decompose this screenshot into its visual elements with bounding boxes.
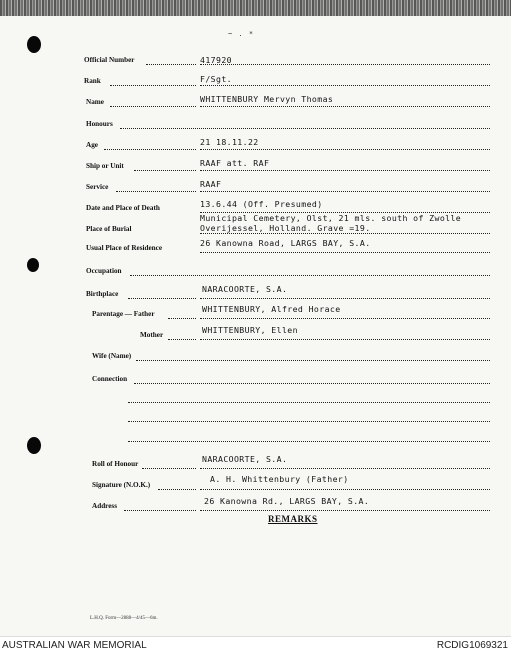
value-signature-nok: A. H. Whittenbury (Father) bbox=[210, 474, 349, 484]
footer-record-id: RCDIG1069321 bbox=[436, 640, 508, 651]
label-parentage-father: Parentage — Father bbox=[92, 310, 155, 318]
label-mother: Mother bbox=[140, 331, 164, 339]
label-birthplace: Birthplace bbox=[86, 290, 119, 298]
dotted-line bbox=[200, 468, 490, 469]
binder-hole bbox=[27, 437, 41, 454]
dotted-line bbox=[168, 339, 196, 340]
label-signature-nok: Signature (N.O.K.) bbox=[92, 481, 151, 489]
value-service: RAAF bbox=[200, 179, 222, 189]
header-mark: ~ . * bbox=[228, 30, 255, 38]
value-ship-or-unit: RAAF att. RAF bbox=[200, 158, 270, 168]
remarks-heading: REMARKS bbox=[268, 514, 318, 524]
label-occupation: Occupation bbox=[86, 267, 122, 275]
value-age: 21 18.11.22 bbox=[200, 137, 259, 147]
label-date-place-death: Date and Place of Death bbox=[86, 204, 160, 212]
dotted-line bbox=[110, 85, 196, 86]
dotted-line bbox=[200, 318, 490, 319]
dotted-line bbox=[200, 233, 490, 234]
value-usual-residence: 26 Kanowna Road, LARGS BAY, S.A. bbox=[200, 238, 371, 248]
label-official-number: Official Number bbox=[84, 56, 135, 64]
dotted-line bbox=[128, 421, 490, 422]
label-ship-or-unit: Ship or Unit bbox=[86, 162, 124, 170]
value-place-of-burial-line2: Overijessel, Holland. Grave =19. bbox=[200, 223, 371, 233]
dotted-line bbox=[200, 106, 490, 107]
footer-source: AUSTRALIAN WAR MEMORIAL bbox=[2, 640, 147, 651]
value-address: 26 Kanowna Rd., LARGS BAY, S.A. bbox=[204, 496, 370, 506]
form-code: L.H.Q. Form—2888—4/45—6m. bbox=[90, 616, 158, 621]
dotted-line bbox=[124, 510, 196, 511]
scanned-top-edge bbox=[0, 0, 511, 16]
dotted-line bbox=[200, 170, 490, 171]
dotted-line bbox=[136, 360, 490, 361]
value-birthplace: NARACOORTE, S.A. bbox=[202, 284, 288, 294]
dotted-line bbox=[200, 252, 490, 253]
dotted-line bbox=[200, 85, 490, 86]
dotted-line bbox=[130, 275, 490, 276]
label-rank: Rank bbox=[84, 77, 101, 85]
label-service: Service bbox=[86, 183, 109, 191]
dotted-line bbox=[200, 191, 490, 192]
value-date-place-death: 13.6.44 (Off. Presumed) bbox=[200, 199, 323, 209]
value-official-number: 417920 bbox=[200, 55, 232, 65]
dotted-line bbox=[128, 298, 196, 299]
value-rank: F/Sgt. bbox=[200, 74, 232, 84]
dotted-line bbox=[200, 339, 490, 340]
dotted-line bbox=[146, 64, 196, 65]
dotted-line bbox=[134, 383, 490, 384]
dotted-line bbox=[104, 149, 196, 150]
label-wife: Wife (Name) bbox=[92, 352, 132, 360]
value-name: WHITTENBURY Mervyn Thomas bbox=[200, 94, 334, 104]
dotted-line bbox=[116, 191, 196, 192]
label-honours: Honours bbox=[86, 120, 113, 128]
label-connection: Connection bbox=[92, 375, 128, 383]
label-address: Address bbox=[92, 502, 118, 510]
dotted-line bbox=[142, 468, 196, 469]
label-name: Name bbox=[86, 98, 104, 106]
value-parentage-father: WHITTENBURY, Alfred Horace bbox=[202, 304, 341, 314]
label-age: Age bbox=[86, 141, 98, 149]
value-place-of-burial-line1: Municipal Cemetery, Olst, 21 mls. south of Zwolle bbox=[200, 213, 462, 223]
binder-hole bbox=[27, 36, 41, 53]
dotted-line bbox=[200, 489, 490, 490]
value-mother: WHITTENBURY, Ellen bbox=[202, 325, 298, 335]
dotted-line bbox=[110, 106, 196, 107]
dotted-line bbox=[168, 318, 196, 319]
dotted-line bbox=[134, 170, 196, 171]
label-roll-of-honour: Roll of Honour bbox=[92, 460, 139, 468]
label-place-of-burial: Place of Burial bbox=[86, 225, 132, 233]
dotted-line bbox=[200, 64, 490, 65]
binder-hole bbox=[27, 258, 39, 272]
dotted-line bbox=[200, 510, 490, 511]
dotted-line bbox=[120, 128, 490, 129]
dotted-line bbox=[158, 489, 196, 490]
label-usual-residence: Usual Place of Residence bbox=[86, 244, 163, 252]
dotted-line bbox=[128, 441, 490, 442]
dotted-line bbox=[128, 402, 490, 403]
dotted-line bbox=[200, 149, 490, 150]
footer-bar bbox=[0, 636, 511, 655]
dotted-line bbox=[200, 298, 490, 299]
value-roll-of-honour: NARACOORTE, S.A. bbox=[202, 454, 288, 464]
